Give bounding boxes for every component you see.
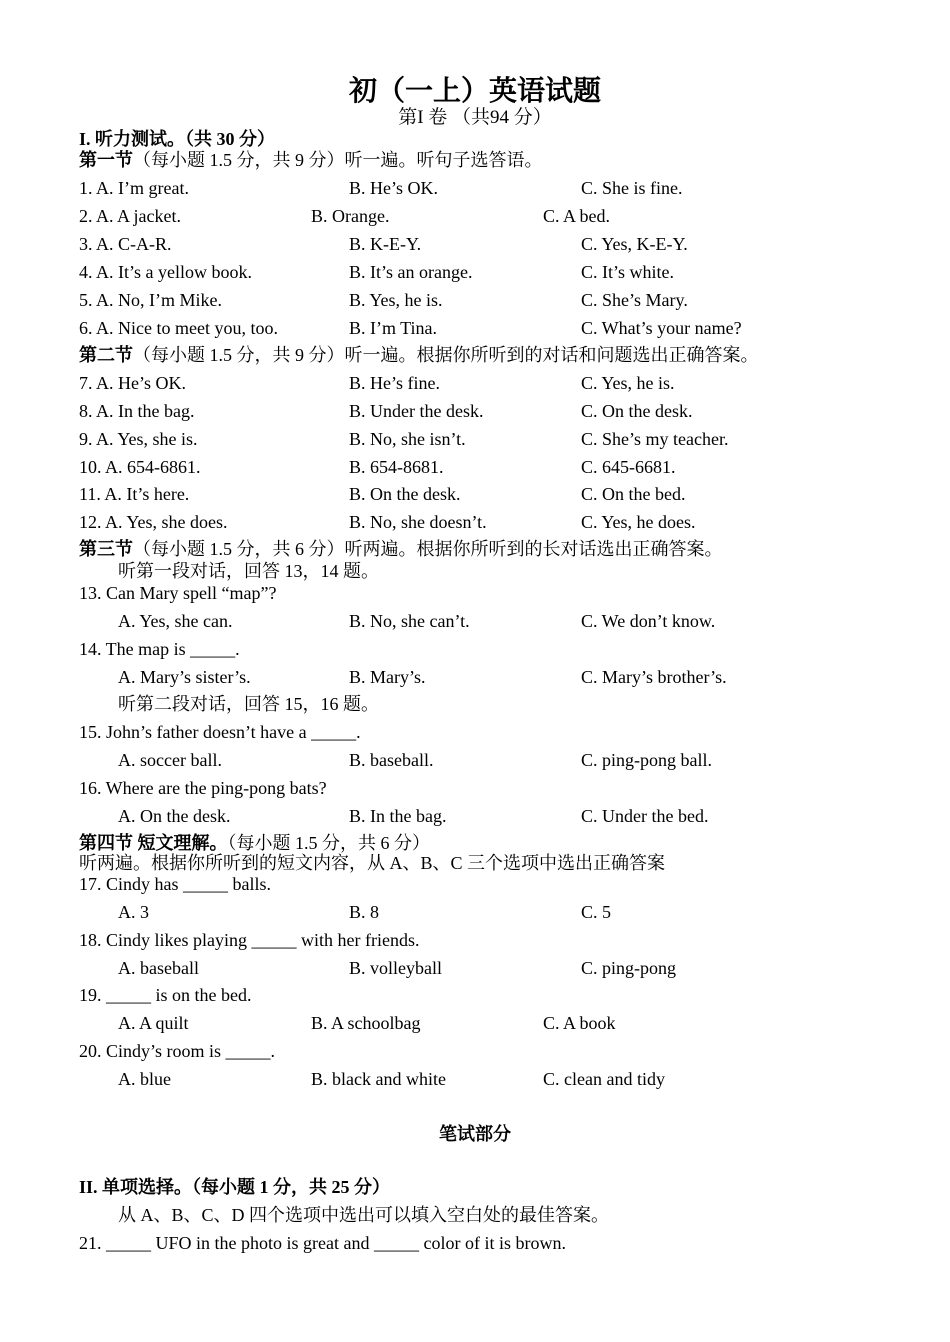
option-b: B. No, she can’t. — [349, 611, 470, 631]
question-options — [0, 1066, 950, 1092]
question-row — [0, 509, 950, 535]
question-row — [0, 259, 950, 285]
option-a: 11. A. It’s here. — [79, 484, 190, 504]
option-c: C. A bed. — [543, 206, 611, 226]
option-b: B. Under the desk. — [349, 401, 484, 421]
option-a: A. Yes, she can. — [118, 611, 233, 631]
option-a: A. On the desk. — [118, 806, 231, 826]
part2-heading: II. 单项选择。（每小题 1 分，共 25 分） — [79, 1177, 391, 1197]
dialogue-note: 听第一段对话，回答 13，14 题。 — [118, 561, 379, 581]
option-b: B. No, she isn’t. — [349, 429, 466, 449]
dialogue-note: 听第二段对话，回答 15，16 题。 — [118, 694, 379, 714]
option-b: B. K-E-Y. — [349, 234, 422, 254]
option-c: C. She’s my teacher. — [581, 429, 729, 449]
option-c: C. clean and tidy — [543, 1069, 665, 1089]
option-c: C. It’s white. — [581, 262, 674, 282]
option-a: A. 3 — [118, 902, 149, 922]
question-options — [0, 747, 950, 773]
section1-label: 第一节 — [79, 150, 133, 170]
option-b: B. black and white — [311, 1069, 446, 1089]
question-row — [0, 175, 950, 201]
option-c: C. ping-pong ball. — [581, 750, 712, 770]
option-a: 7. A. He’s OK. — [79, 373, 186, 393]
option-b: B. He’s OK. — [349, 178, 438, 198]
option-a: A. Mary’s sister’s. — [118, 667, 251, 687]
option-b: B. A schoolbag — [311, 1013, 421, 1033]
option-b: B. baseball. — [349, 750, 434, 770]
option-a: 1. A. I’m great. — [79, 178, 189, 198]
option-c: C. She’s Mary. — [581, 290, 688, 310]
option-a: 9. A. Yes, she is. — [79, 429, 198, 449]
section4-instruction: 听两遍。根据你所听到的短文内容，从 A、B、C 三个选项中选出正确答案 — [79, 853, 666, 873]
option-a: 5. A. No, I’m Mike. — [79, 290, 222, 310]
question-options — [0, 803, 950, 829]
section4-desc: （每小题 1.5 分，共 6 分） — [227, 833, 430, 853]
option-c: C. Under the bed. — [581, 806, 709, 826]
question-row — [0, 454, 950, 480]
option-b: B. Orange. — [311, 206, 390, 226]
question-row — [0, 426, 950, 452]
written-section-heading: 笔试部分 — [439, 1124, 511, 1144]
question-stem: 16. Where are the ping-pong bats? — [79, 778, 327, 798]
question-options — [0, 899, 950, 925]
option-b: B. 8 — [349, 902, 380, 922]
option-c: C. Yes, K-E-Y. — [581, 234, 688, 254]
option-a: 10. A. 654-6861. — [79, 457, 201, 477]
option-b: B. Mary’s. — [349, 667, 426, 687]
option-a: A. A quilt — [118, 1013, 189, 1033]
section3-label: 第三节 — [79, 539, 133, 559]
option-a: A. baseball — [118, 958, 199, 978]
option-c: C. 5 — [581, 902, 612, 922]
option-a: A. soccer ball. — [118, 750, 222, 770]
option-a: 2. A. A jacket. — [79, 206, 181, 226]
option-a: 3. A. C-A-R. — [79, 234, 172, 254]
question-row — [0, 398, 950, 424]
option-b: B. In the bag. — [349, 806, 447, 826]
option-b: B. volleyball — [349, 958, 442, 978]
option-c: C. Yes, he does. — [581, 512, 696, 532]
question-stem: 21. _____ UFO in the photo is great and _____ color of it is brown. — [79, 1233, 566, 1253]
question-stem: 19. _____ is on the bed. — [79, 985, 252, 1005]
option-a: 4. A. It’s a yellow book. — [79, 262, 252, 282]
question-row — [0, 231, 950, 257]
question-row — [0, 370, 950, 396]
question-options — [0, 955, 950, 981]
section4-label: 第四节 短文理解。 — [79, 833, 228, 853]
option-c: C. 645-6681. — [581, 457, 676, 477]
option-c: C. What’s your name? — [581, 318, 742, 338]
option-c: C. Yes, he is. — [581, 373, 675, 393]
question-stem: 13. Can Mary spell “map”? — [79, 583, 277, 603]
option-b: B. I’m Tina. — [349, 318, 438, 338]
option-b: B. It’s an orange. — [349, 262, 473, 282]
question-row — [0, 287, 950, 313]
option-b: B. 654-8681. — [349, 457, 444, 477]
question-stem: 15. John’s father doesn’t have a _____. — [79, 722, 361, 742]
option-b: B. No, she doesn’t. — [349, 512, 487, 532]
option-c: C. ping-pong — [581, 958, 677, 978]
option-b: B. On the desk. — [349, 484, 461, 504]
part1-heading: I. 听力测试。（共 30 分） — [79, 129, 276, 149]
section1-header — [0, 147, 950, 173]
question-options — [0, 608, 950, 634]
section1-desc: （每小题 1.5 分，共 9 分）听一遍。听句子选答语。 — [133, 150, 543, 170]
question-row — [0, 481, 950, 507]
option-c: C. On the bed. — [581, 484, 686, 504]
option-c: C. On the desk. — [581, 401, 693, 421]
option-c: C. We don’t know. — [581, 611, 716, 631]
option-a: A. blue — [118, 1069, 171, 1089]
section2-label: 第二节 — [79, 345, 133, 365]
option-c: C. Mary’s brother’s. — [581, 667, 727, 687]
section2-header — [0, 342, 950, 368]
option-b: B. Yes, he is. — [349, 290, 443, 310]
part2-instruction: 从 A、B、C、D 四个选项中选出可以填入空白处的最佳答案。 — [118, 1205, 610, 1225]
option-c: C. She is fine. — [581, 178, 683, 198]
section3-desc: （每小题 1.5 分，共 6 分）听两遍。根据你所听到的长对话选出正确答案。 — [133, 539, 723, 559]
option-c: C. A book — [543, 1013, 616, 1033]
question-stem: 14. The map is _____. — [79, 639, 240, 659]
question-options — [0, 664, 950, 690]
page-title: 初（一上）英语试题 — [348, 76, 601, 107]
question-row — [0, 315, 950, 341]
option-b: B. He’s fine. — [349, 373, 440, 393]
question-stem: 18. Cindy likes playing _____ with her friends. — [79, 930, 420, 950]
question-stem: 20. Cindy’s room is _____. — [79, 1041, 276, 1061]
option-a: 6. A. Nice to meet you, too. — [79, 318, 278, 338]
question-options — [0, 1010, 950, 1036]
option-a: 12. A. Yes, she does. — [79, 512, 228, 532]
question-stem: 17. Cindy has _____ balls. — [79, 874, 271, 894]
question-row — [0, 203, 950, 229]
page-subtitle: 第I 卷 （共94 分） — [398, 107, 552, 128]
option-a: 8. A. In the bag. — [79, 401, 195, 421]
section2-desc: （每小题 1.5 分，共 9 分）听一遍。根据你所听到的对话和问题选出正确答案。 — [133, 345, 759, 365]
